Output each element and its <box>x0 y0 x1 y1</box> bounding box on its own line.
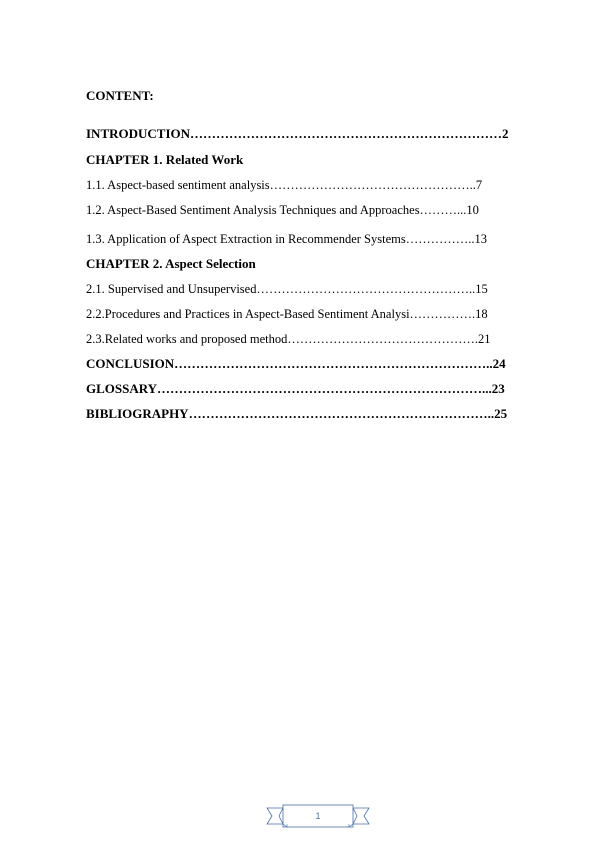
toc-entry-2-3: 2.3.Related works and proposed method……………………………………….21 <box>86 332 491 346</box>
toc-entry-1-1: 1.1. Aspect-based sentiment analysis…………………………………………..7 <box>86 178 483 192</box>
toc-entry-1-3: 1.3. Application of Aspect Extraction in Recommender Systems……………..13 <box>86 232 487 246</box>
page-number-ribbon <box>265 803 371 829</box>
toc-chapter-1-title: CHAPTER 1. Related Work <box>86 152 244 167</box>
toc-chapter-2-title: CHAPTER 2. Aspect Selection <box>86 256 256 271</box>
toc-entry-glossary: GLOSSARY…………………………………………………………………...23 <box>86 381 505 396</box>
toc-entry-2-2: 2.2.Procedures and Practices in Aspect-Based Sentiment Analysi…………….18 <box>86 307 488 321</box>
toc-entry-2-1: 2.1. Supervised and Unsupervised……………………………………………..15 <box>86 282 488 296</box>
toc-heading: CONTENT: <box>86 88 154 103</box>
toc-entry-1-2: 1.2. Aspect-Based Sentiment Analysis Techniques and Approaches………...10 <box>86 203 479 217</box>
toc-entry-introduction: INTRODUCTION………………………………………………………………2 <box>86 126 509 141</box>
toc-entry-bibliography: BIBLIOGRAPHY……………………………………………………………..25 <box>86 406 508 421</box>
page-number: 1 <box>315 811 321 821</box>
toc-entry-conclusion: CONCLUSION………………………………………………………………..24 <box>86 356 506 371</box>
